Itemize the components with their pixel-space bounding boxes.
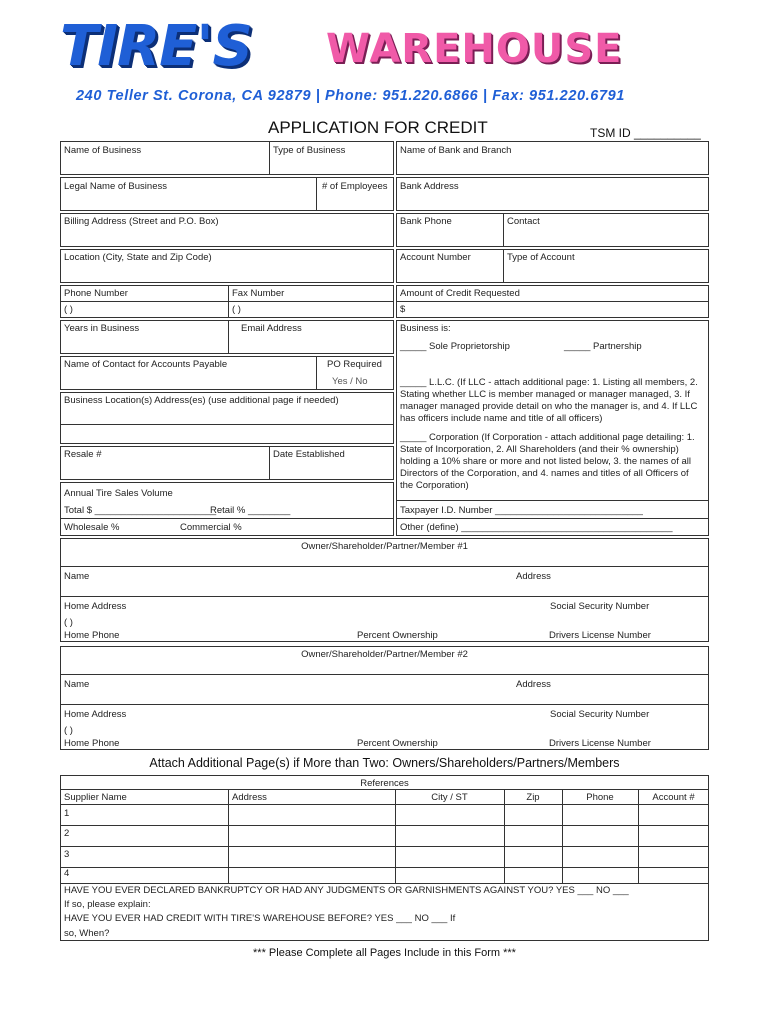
col-account: Account #	[652, 792, 695, 803]
annual-sales-label: Annual Tire Sales Volume	[64, 488, 173, 499]
reference-row-3[interactable]: 3	[64, 849, 70, 860]
col-zip: Zip	[526, 792, 540, 803]
corp-line-5: the Corporation)	[400, 480, 469, 491]
owner-1-percent-label: Percent Ownership	[357, 630, 438, 641]
billing-address-label: Billing Address (Street and P.O. Box)	[64, 216, 219, 227]
owner-2-heading: Owner/Shareholder/Partner/Member #2	[301, 649, 468, 660]
other-define-field[interactable]: Other (define) ________________________________________	[400, 522, 673, 533]
owner-1-address-label: Address	[516, 571, 551, 582]
fax-number-label: Fax Number	[232, 288, 285, 299]
commercial-field[interactable]: Commercial %	[180, 522, 242, 533]
llc-line-1[interactable]: _____ L.L.C. (If LLC - attach additional page: 1. Listing all members, 2.	[400, 377, 698, 388]
tsm-id-field[interactable]: TSM ID __________	[590, 126, 701, 140]
owner-2-address-label: Address	[516, 679, 551, 690]
po-yes-no[interactable]: Yes / No	[332, 376, 368, 387]
name-of-business-label: Name of Business	[64, 145, 142, 156]
col-address: Address	[232, 792, 267, 803]
legal-name-label: Legal Name of Business	[64, 181, 167, 192]
resale-label: Resale #	[64, 449, 102, 460]
logo-tires-text: TIRE'S	[60, 14, 252, 79]
corp-line-3: holding a 10% share or more and not listed below, 3. the names of all	[400, 456, 691, 467]
company-address-line: 240 Teller St. Corona, CA 92879 | Phone: 951.220.6866 | Fax: 951.220.6791	[76, 88, 625, 104]
num-employees-label: # of Employees	[322, 181, 388, 192]
col-phone: Phone	[586, 792, 614, 803]
years-in-business-label: Years in Business	[64, 323, 140, 334]
owner-2-home-address-label: Home Address	[64, 709, 127, 720]
phone-number-label: Phone Number	[64, 288, 128, 299]
when-field[interactable]: so, When?	[64, 928, 110, 939]
corp-line-1[interactable]: _____ Corporation (If Corporation - attach additional page detailing: 1.	[400, 432, 695, 443]
sole-proprietorship-option[interactable]: _____ Sole Proprietorship	[400, 341, 510, 352]
owner-2-license-label: Drivers License Number	[549, 738, 651, 749]
owner-2-home-phone-label: Home Phone	[64, 738, 120, 749]
corp-line-4: Directors of the Corporation, and 4. names and titles of all Officers of	[400, 468, 689, 479]
credit-requested-label: Amount of Credit Requested	[400, 288, 520, 299]
bank-phone-label: Bank Phone	[400, 216, 452, 227]
corp-line-2: State of Incorporation, 2. All Shareholders (and their % ownership)	[400, 444, 679, 455]
reference-row-2[interactable]: 2	[64, 828, 70, 839]
owner-1-license-label: Drivers License Number	[549, 630, 651, 641]
owner-2-name-label: Name	[64, 679, 90, 690]
reference-row-1[interactable]: 1	[64, 808, 70, 819]
owner-1-home-address-label: Home Address	[64, 601, 127, 612]
type-of-business-label: Type of Business	[273, 145, 346, 156]
contact-label: Contact	[507, 216, 540, 227]
wholesale-field[interactable]: Wholesale %	[64, 522, 120, 533]
reference-row-4[interactable]: 4	[64, 868, 70, 879]
bank-name-label: Name of Bank and Branch	[400, 145, 512, 156]
total-field[interactable]: Total $ _______________________	[64, 505, 217, 516]
col-supplier-name: Supplier Name	[64, 792, 127, 803]
type-of-account-label: Type of Account	[507, 252, 575, 263]
account-number-label: Account Number	[400, 252, 471, 263]
owner-1-phone-paren: ( )	[64, 617, 73, 628]
owner-1-name-label: Name	[64, 571, 90, 582]
llc-line-3: manager managed provide detail on who the manager is, and 4. If LLC	[400, 401, 698, 412]
form-title: APPLICATION FOR CREDIT	[268, 118, 488, 137]
bank-address-label: Bank Address	[400, 181, 459, 192]
contact-ap-label: Name of Contact for Accounts Payable	[64, 359, 228, 370]
references-title: References	[360, 778, 409, 789]
owner-1-ssn-label: Social Security Number	[550, 601, 650, 612]
email-address-label: Email Address	[241, 323, 302, 334]
llc-line-4: has officers include name and title of all officers)	[400, 413, 603, 424]
owner-2-percent-label: Percent Ownership	[357, 738, 438, 749]
retail-field[interactable]: Retail % ________	[210, 505, 291, 516]
owner-1-home-phone-label: Home Phone	[64, 630, 120, 641]
business-locations-label: Business Location(s) Address(es) (use additional page if needed)	[64, 395, 339, 406]
prior-credit-question[interactable]: HAVE YOU EVER HAD CREDIT WITH TIRE'S WAREHOUSE BEFORE? YES ___ NO ___ If	[64, 913, 456, 924]
partnership-option[interactable]: _____ Partnership	[564, 341, 642, 352]
attach-pages-note: Attach Additional Page(s) if More than Two: Owners/Shareholders/Partners/Members	[149, 756, 620, 770]
owner-2-section[interactable]	[60, 646, 709, 750]
owner-2-ssn-label: Social Security Number	[550, 709, 650, 720]
taxpayer-id-field[interactable]: Taxpayer I.D. Number ____________________________	[400, 505, 643, 516]
po-required-label: PO Required	[327, 359, 382, 370]
phone-paren: ( )	[64, 304, 73, 315]
credit-dollar: $	[400, 304, 406, 315]
explain-field[interactable]: If so, please explain:	[64, 899, 151, 910]
llc-line-2: Stating whether LLC is member managed or manager managed, 3. If	[400, 389, 690, 400]
date-established-label: Date Established	[273, 449, 345, 460]
fax-paren: ( )	[232, 304, 241, 315]
footer-note: *** Please Complete all Pages Include in this Form ***	[253, 947, 516, 959]
col-city-st: City / ST	[431, 792, 468, 803]
owner-2-phone-paren: ( )	[64, 725, 73, 736]
owner-1-heading: Owner/Shareholder/Partner/Member #1	[301, 541, 468, 552]
business-is-label: Business is:	[400, 323, 451, 334]
logo-warehouse-text: WAREHOUSE	[326, 26, 623, 72]
business-type-box[interactable]	[396, 320, 709, 536]
bankruptcy-question[interactable]: HAVE YOU EVER DECLARED BANKRUPTCY OR HAD ANY JUDGMENTS OR GARNISHMENTS AGAINST YOU? YES ___ NO ___	[64, 885, 629, 896]
location-label: Location (City, State and Zip Code)	[64, 252, 212, 263]
owner-1-section[interactable]	[60, 538, 709, 642]
